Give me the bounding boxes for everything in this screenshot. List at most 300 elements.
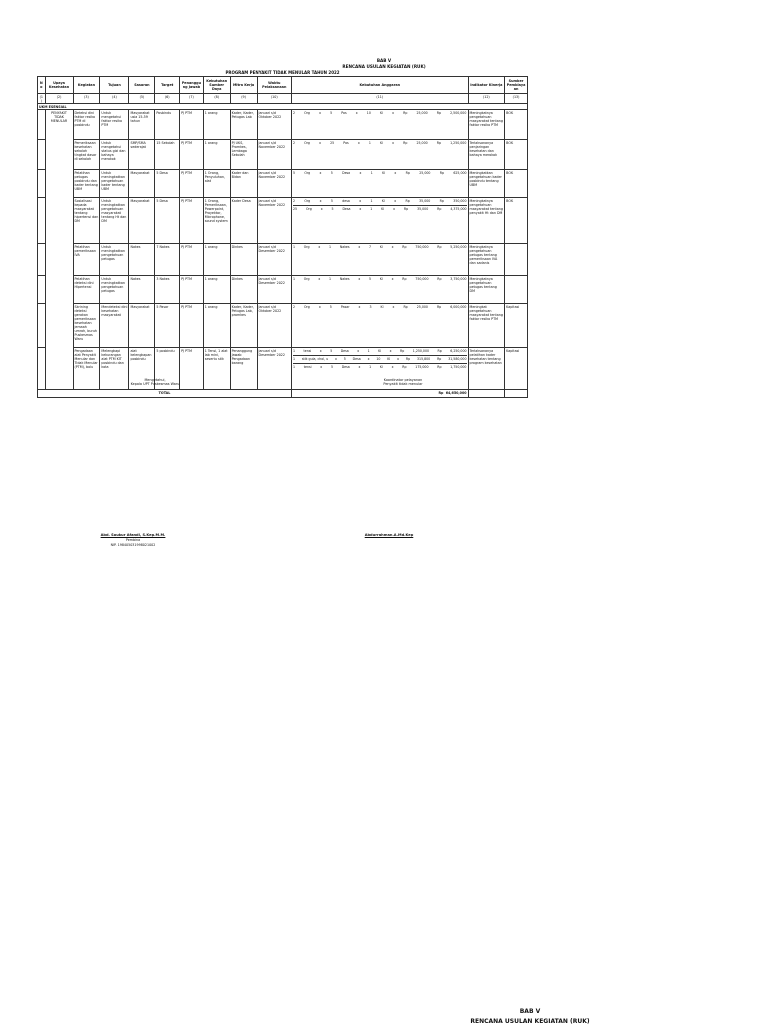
sasaran-cell: alat kelengkapan posbindu — [129, 348, 155, 390]
anggaran-token: 1 — [370, 206, 373, 211]
column-header: Tujuan — [100, 77, 129, 94]
column-header: Kebutuhan Sumber Daya — [203, 77, 230, 94]
column-header: Mitra Kerja — [230, 77, 257, 94]
column-number: (9) — [230, 94, 257, 104]
sasaran-cell: Masyarakat — [129, 198, 155, 244]
target-cell: 15 Sekolah — [155, 140, 180, 170]
anggaran-token: x — [391, 276, 394, 281]
anggaran-token: Rp — [437, 206, 442, 211]
anggaran-token: Rp — [403, 206, 409, 211]
anggaran-token: 5 — [369, 276, 372, 281]
column-number: (7) — [180, 94, 204, 104]
column-number: (6) — [155, 94, 180, 104]
anggaran-token: Kl — [379, 364, 383, 369]
anggaran-line — [293, 171, 467, 175]
anggaran-token: Rp — [437, 364, 442, 369]
anggaran-token: x — [318, 276, 321, 281]
anggaran-token: 5 — [329, 304, 332, 309]
column-number: (3) — [73, 94, 100, 104]
table-row — [38, 170, 528, 198]
anggaran-token: desa — [342, 198, 350, 203]
anggaran-token: 1 — [292, 244, 296, 249]
kegiatan-cell: Skrining deteksi gerakan pemeriksaan kesehatan jemaah umroh, buruh Puskesmas Waru — [73, 304, 100, 348]
anggaran-token: Org — [304, 304, 310, 309]
anggaran-token: x — [357, 140, 360, 145]
indikator-cell: Meningkatnya pengetahuan masyarakat tentang faktor resiko PTM — [468, 110, 505, 140]
total-row — [38, 390, 528, 398]
indikator-cell: Meningkat pengetahuan masyarakat tentang faktor resiko PTM — [468, 304, 505, 348]
target-cell: 5 posbindu — [155, 348, 180, 390]
anggaran-token: Rp — [436, 304, 442, 309]
row-number-cell — [38, 198, 46, 244]
anggaran-cell — [291, 110, 468, 140]
kegiatan-cell: Deteksi dini faktor resiko PTM di posbindu — [73, 110, 100, 140]
mitra-kerja-cell: Dinkes — [230, 244, 257, 276]
next-page-chapter-label: BAB V — [519, 1008, 541, 1015]
table-row — [38, 276, 528, 304]
anggaran-token: Kl — [379, 244, 383, 249]
kegiatan-cell: Pemeriksaan kesehatan sekolah tingkat dasar di sekolah — [73, 140, 100, 170]
target-cell: 3 Nakes — [155, 276, 180, 304]
column-header: Upaya Kesehatan — [45, 77, 73, 94]
column-number: (13) — [505, 94, 528, 104]
anggaran-token: Nakes — [339, 276, 350, 281]
signature-right-name: Abdurrahman.A.Md.Kep — [364, 533, 414, 537]
total-value: 64,650,000 — [445, 390, 467, 395]
anggaran-token: Rp — [405, 356, 411, 361]
anggaran-token: x — [394, 198, 397, 203]
anggaran-token: Desa — [340, 348, 349, 353]
anggaran-token: 3,750,000 — [450, 276, 467, 281]
sumber-daya-cell: 1 Orang, Penyuluhan, alat — [203, 170, 230, 198]
ruk-table — [37, 70, 528, 398]
anggaran-token: x — [318, 304, 321, 309]
anggaran-token: 25,000 — [419, 170, 431, 175]
sumber-pembiayaan-cell: Kapitasi — [505, 304, 528, 348]
anggaran-cell — [291, 170, 468, 198]
anggaran-token: 5 — [343, 356, 346, 361]
anggaran-token: 7 — [369, 244, 372, 249]
penanggung-jawab-cell: PJ PTM — [180, 198, 204, 244]
anggaran-token: Desa — [352, 356, 361, 361]
anggaran-token: 315,800 — [417, 356, 431, 361]
anggaran-token: 25 — [330, 140, 335, 145]
anggaran-token: x — [394, 170, 397, 175]
indikator-cell: Meningkatnya pengetahuan petugas tentang pemeriksaan IVA dan sadanis — [468, 244, 505, 276]
sasaran-cell: Masyarakat — [129, 170, 155, 198]
sumber-daya-cell: 1 Tensi, 1 alat lab mini, sesertu stik — [203, 348, 230, 390]
anggaran-token: 175,000 — [415, 364, 429, 369]
anggaran-token: 25,000 — [416, 140, 428, 145]
anggaran-token: 1 — [369, 364, 372, 369]
anggaran-token: 1 — [370, 170, 373, 175]
anggaran-token: 350,000 — [453, 198, 467, 203]
anggaran-token: 1 — [292, 364, 296, 369]
sasaran-cell: Nakes — [129, 276, 155, 304]
anggaran-token: Rp — [402, 244, 407, 249]
anggaran-token: x — [358, 304, 361, 309]
anggaran-token: 750,000 — [415, 276, 429, 281]
signature-right-line1: Koordinator pelayanan — [383, 378, 423, 382]
anggaran-token: Org — [305, 206, 312, 211]
anggaran-token: stik gula, chol, u — [301, 356, 329, 361]
tujuan-cell: Untuk meningkatkan pengetahuan kader tentang UBM — [100, 170, 129, 198]
waktu-cell: Januari s/d Desember 2022 — [257, 348, 291, 390]
anggaran-token: x — [320, 206, 323, 211]
anggaran-token: 1,250,000 — [450, 140, 467, 145]
anggaran-token: 1 — [370, 198, 373, 203]
anggaran-token: 4,375,000 — [450, 206, 467, 211]
target-cell: 5 Pasar — [155, 304, 180, 348]
waktu-cell: Januari s/d November 2022 — [257, 170, 291, 198]
tujuan-cell: Melengkapi kekurangan alat PTM KIT posbindu dan kota — [100, 348, 129, 390]
anggaran-line — [293, 199, 467, 203]
anggaran-cell — [291, 140, 468, 170]
penanggung-jawab-cell: PJ PTM — [180, 244, 204, 276]
anggaran-token: 1 — [292, 356, 296, 361]
penanggung-jawab-cell: PJ PTM — [180, 348, 204, 390]
anggaran-token: x — [389, 348, 392, 353]
waktu-cell: Januari s/d Oktober 2022 — [257, 110, 291, 140]
anggaran-token: 1 — [292, 276, 296, 281]
sumber-pembiayaan-cell — [505, 276, 528, 304]
anggaran-token: x — [392, 140, 394, 145]
column-number: (8) — [203, 94, 230, 104]
signature-left-line2: Kepala UPT Puskesmas Waru — [130, 382, 180, 387]
anggaran-token: x — [392, 110, 394, 115]
row-number-cell — [38, 348, 46, 390]
anggaran-token: Kl — [379, 110, 383, 115]
anggaran-token: 1,250,000 — [412, 348, 430, 353]
anggaran-token: x — [318, 244, 321, 249]
indikator-cell: Meningkatkan pengetahuan kader posbindu tentang UBM — [468, 170, 505, 198]
anggaran-token: Rp — [437, 276, 442, 281]
anggaran-token: x — [393, 206, 395, 211]
anggaran-token: 5 — [330, 364, 333, 369]
anggaran-token: 5 — [292, 170, 296, 175]
signature-right-line2: Penyakit tidak menular — [383, 382, 423, 387]
anggaran-token: Kl — [379, 140, 383, 145]
sasaran-cell: SMP/SMA sederajat — [129, 140, 155, 170]
anggaran-cell — [291, 276, 468, 304]
anggaran-token: Desa — [342, 206, 351, 211]
anggaran-line — [293, 305, 467, 309]
penanggung-jawab-cell: PJ PTM — [180, 170, 204, 198]
penanggung-jawab-cell: PJ PTM — [180, 110, 204, 140]
waktu-cell: Januari s/d November 2022 — [257, 140, 291, 170]
anggaran-token: Rp — [405, 170, 410, 175]
sasaran-cell: Masyarakat usia 15-59 tahun — [129, 110, 155, 140]
row-number-cell — [38, 304, 46, 348]
sumber-daya-cell: 1 Orang, Pemeriksaan, Powerpoint, Proyektor, Microphone, sound system — [203, 198, 230, 244]
anggaran-token: 6,000,000 — [450, 304, 467, 309]
penanggung-jawab-cell: PJ PTM — [180, 304, 204, 348]
anggaran-line — [293, 205, 467, 211]
column-header: Sasaran — [129, 77, 155, 94]
anggaran-token: Nakes — [339, 244, 350, 249]
anggaran-token: Rp — [437, 356, 442, 361]
sumber-pembiayaan-cell: BOK — [505, 140, 528, 170]
anggaran-token: Org — [303, 276, 310, 281]
anggaran-token: x — [358, 244, 361, 249]
anggaran-token: x — [335, 356, 337, 361]
tujuan-cell: Untuk meningkatkan pengetahuan petugas — [100, 276, 129, 304]
anggaran-token: x — [358, 364, 361, 369]
anggaran-token: Kl — [378, 348, 382, 353]
anggaran-token: 1,750,000 — [450, 364, 467, 369]
anggaran-token: 35,000 — [419, 198, 431, 203]
column-header: Penanggung Jawab — [180, 77, 204, 94]
target-cell: 7 Nakes — [155, 244, 180, 276]
anggaran-token: Desa — [342, 170, 351, 175]
anggaran-token: 25 — [292, 206, 298, 211]
anggaran-token: Kl — [382, 170, 386, 175]
column-number: (1) — [38, 94, 46, 104]
anggaran-token: Rp — [400, 348, 405, 353]
sumber-daya-cell: 1 orang — [203, 140, 230, 170]
anggaran-token: Kl — [381, 206, 385, 211]
anggaran-token: x — [319, 170, 322, 175]
anggaran-cell — [291, 244, 468, 276]
anggaran-token: Rp — [405, 198, 410, 203]
table-row — [38, 110, 528, 140]
table-subtitle: PROGRAM PENYAKIT TIDAK MENULAR TAHUN 2022 — [225, 70, 340, 75]
row-number-cell — [38, 110, 46, 140]
chapter-label: BAB V — [376, 58, 392, 63]
anggaran-token: 5,250,000 — [450, 244, 467, 249]
row-number-cell — [38, 140, 46, 170]
kegiatan-cell: Sosialisasi kepada masyarakat tentang hipertensi dan DM — [73, 198, 100, 244]
anggaran-token: 10 — [366, 110, 371, 115]
anggaran-token: Org — [304, 110, 310, 115]
anggaran-token: 1 — [367, 348, 370, 353]
column-number: (2) — [45, 94, 73, 104]
upaya-cell: PENYAKIT TIDAK MENULAR — [45, 110, 73, 390]
column-number: (4) — [100, 94, 129, 104]
anggaran-token: 5 — [331, 206, 334, 211]
anggaran-line — [293, 349, 467, 353]
signature-left-line1: Mengetahui, — [144, 378, 166, 382]
sasaran-cell: Masyarakat — [129, 304, 155, 348]
mitra-kerja-cell: Kader dan Bidan — [230, 170, 257, 198]
row-number-cell — [38, 276, 46, 304]
column-number: (5) — [129, 94, 155, 104]
anggaran-token: x — [397, 356, 400, 361]
anggaran-token: Desa — [341, 364, 350, 369]
waktu-cell: Januari s/d November 2022 — [257, 198, 291, 244]
anggaran-token: x — [359, 170, 362, 175]
anggaran-token: Rp — [437, 244, 442, 249]
anggaran-token: 625,000 — [453, 170, 467, 175]
mitra-kerja-cell: Dinkes — [230, 276, 257, 304]
anggaran-token: tensi — [303, 348, 312, 353]
anggaran-token: x — [319, 348, 322, 353]
sumber-pembiayaan-cell: BOK — [505, 110, 528, 140]
mitra-kerja-cell: Kader Desa — [230, 198, 257, 244]
anggaran-token: x — [359, 198, 362, 203]
kegiatan-cell: Pelatihan deteksi dini Hipertensi — [73, 276, 100, 304]
anggaran-token: Rp — [403, 140, 408, 145]
column-header: No — [38, 77, 46, 94]
anggaran-token: Kl — [381, 198, 385, 203]
anggaran-token: x — [392, 304, 395, 309]
anggaran-token: x — [355, 110, 358, 115]
document-title: RENCANA USULAN KEGIATAN (RUK) — [342, 64, 426, 69]
waktu-cell: Januari s/d Desember 2022 — [257, 276, 291, 304]
anggaran-line — [293, 245, 467, 249]
anggaran-token: Org — [304, 170, 311, 175]
mitra-kerja-cell: Kader, Kader, Petugas Lab, promkes — [230, 304, 257, 348]
anggaran-token: Pos — [341, 110, 347, 115]
anggaran-cell — [291, 304, 468, 348]
total-label: TOTAL — [38, 390, 292, 398]
anggaran-token: x — [391, 244, 394, 249]
sasaran-cell: Nakes — [129, 244, 155, 276]
anggaran-token: x — [359, 206, 362, 211]
indikator-cell: Terlaksananya pelatihan kader kesehatan tentang program kesehatan — [468, 348, 505, 390]
anggaran-token: 2 — [292, 140, 296, 145]
column-number: (10) — [257, 94, 291, 104]
indikator-cell: Meningkatnya pengetahuan petugas tentang DM — [468, 276, 505, 304]
anggaran-token: 6,250,000 — [450, 348, 467, 353]
column-header: Kebutuhan Anggaran — [291, 77, 468, 94]
signature-right-block — [348, 378, 458, 387]
anggaran-token: x — [319, 140, 321, 145]
anggaran-token: 5 — [330, 110, 333, 115]
table-row — [38, 198, 528, 244]
sumber-pembiayaan-cell: BOK — [505, 170, 528, 198]
table-row — [38, 140, 528, 170]
sumber-daya-cell: 1 orang — [203, 244, 230, 276]
anggaran-token: 3 — [369, 304, 372, 309]
tujuan-cell: Untuk meningkatkan pengetahuan petugas — [100, 244, 129, 276]
anggaran-token: 1 — [292, 348, 296, 353]
tujuan-cell: Untuk mengetahui status gizi dan bahaya merokok — [100, 140, 129, 170]
target-cell: 5 Desa — [155, 198, 180, 244]
signature-left-block — [100, 378, 210, 387]
column-header: Target — [155, 77, 180, 94]
anggaran-token: 1 — [329, 244, 332, 249]
target-cell: Posbindu — [155, 110, 180, 140]
anggaran-token: 35,000 — [417, 206, 429, 211]
anggaran-token: x — [367, 356, 370, 361]
column-number-row — [38, 94, 528, 104]
column-header: Indikator Kinerja — [468, 77, 505, 94]
mitra-kerja-cell: Penanggung Jawab Pengadaan barang — [230, 348, 257, 390]
column-number: (12) — [468, 94, 505, 104]
anggaran-line — [293, 111, 467, 115]
anggaran-token: Kl — [380, 304, 384, 309]
tujuan-cell: Untuk meningkatkan pengetahuan masyarakat tentang Ht dan DM — [100, 198, 129, 244]
anggaran-token: Rp — [436, 110, 442, 115]
section-label: UKM ESENSIAL — [38, 104, 528, 110]
anggaran-token: x — [358, 276, 361, 281]
anggaran-token: Org — [304, 140, 310, 145]
anggaran-line — [293, 141, 467, 145]
sumber-daya-cell: 1 orang — [203, 110, 230, 140]
anggaran-token: 5 — [330, 198, 333, 203]
anggaran-token: x — [319, 110, 321, 115]
anggaran-token: 25,000 — [416, 304, 428, 309]
column-header: Waktu Pelaksanaan — [257, 77, 291, 94]
column-header: Kegiatan — [73, 77, 100, 94]
waktu-cell: Januari s/d Oktober 2022 — [257, 304, 291, 348]
anggaran-token: 2 — [292, 304, 296, 309]
indikator-cell: Terlaksananya penjaringan kesehatan dan bahaya merokok — [468, 140, 505, 170]
sumber-pembiayaan-cell: Kapitasi — [505, 348, 528, 390]
anggaran-token: Kl — [387, 356, 391, 361]
anggaran-line — [293, 277, 467, 281]
anggaran-token: 2 — [292, 110, 296, 115]
tujuan-cell: Mendeteksi dini kesehatan masyarakat — [100, 304, 129, 348]
anggaran-token: 10 — [376, 356, 381, 361]
column-number: (11) — [291, 94, 468, 104]
anggaran-token: 5 — [330, 170, 333, 175]
anggaran-token: 750,000 — [415, 244, 429, 249]
anggaran-token: x — [357, 348, 360, 353]
table-row — [38, 304, 528, 348]
anggaran-token: Rp — [403, 110, 408, 115]
anggaran-token: x — [320, 364, 323, 369]
mitra-kerja-cell: Kader, Kader, Petugas Lab — [230, 110, 257, 140]
total-amount-cell — [291, 390, 468, 398]
anggaran-token: Pasar — [340, 304, 350, 309]
anggaran-cell — [291, 198, 468, 244]
sumber-daya-cell: 1 orang — [203, 304, 230, 348]
anggaran-token: Rp — [403, 304, 408, 309]
anggaran-token: 2 — [292, 198, 296, 203]
indikator-cell: Meningkatnya pengetahuan masyarakat tentang penyakit Ht dan DM — [468, 198, 505, 244]
penanggung-jawab-cell: PJ PTM — [180, 276, 204, 304]
tujuan-cell: Untuk mengetahui faktor resiko PTM — [100, 110, 129, 140]
anggaran-line — [293, 363, 467, 369]
kegiatan-cell: Pelatihan petugas posbindu dan kader tentang UBM — [73, 170, 100, 198]
table-row — [38, 244, 528, 276]
target-cell: 5 Desa — [155, 170, 180, 198]
sumber-pembiayaan-cell: BOK — [505, 198, 528, 244]
anggaran-token: 5 — [330, 348, 333, 353]
anggaran-token: Rp — [402, 364, 407, 369]
anggaran-token: 1 — [329, 276, 332, 281]
anggaran-token: tensi — [303, 364, 312, 369]
kegiatan-cell: Pengadaan alat Penyakit Menular dan Tidak Menular (PTM), bolu — [73, 348, 100, 390]
signature-left-nip: NIP. 198405031998021002 — [110, 543, 156, 547]
anggaran-token: Rp — [402, 276, 407, 281]
anggaran-token: Org — [303, 244, 310, 249]
anggaran-token: Rp — [439, 170, 444, 175]
anggaran-token: 31,580,000 — [448, 356, 467, 361]
sumber-daya-cell: 1 orang — [203, 276, 230, 304]
anggaran-token: Kl — [379, 276, 383, 281]
anggaran-token: Rp — [439, 198, 444, 203]
anggaran-token: x — [319, 198, 322, 203]
kegiatan-cell: Pelatihan pemeriksaan IVA — [73, 244, 100, 276]
anggaran-token: Org — [304, 198, 311, 203]
mitra-kerja-cell: PJ UKS, Promkes, Lembaga Sekolah — [230, 140, 257, 170]
penanggung-jawab-cell: PJ PTM — [180, 140, 204, 170]
anggaran-token: 1 — [368, 140, 371, 145]
anggaran-token: 25,000 — [416, 110, 428, 115]
anggaran-line — [293, 355, 467, 361]
anggaran-token: 2,500,000 — [450, 110, 467, 115]
signature-left-name: Abd. Soukur Afandi, S.Kep.M.M. — [100, 533, 166, 537]
row-number-cell — [38, 244, 46, 276]
anggaran-token: Rp — [437, 348, 442, 353]
anggaran-token: Rp — [436, 140, 442, 145]
total-currency: Rp — [438, 390, 444, 395]
sumber-pembiayaan-cell — [505, 244, 528, 276]
signature-left-position: Pembina — [125, 538, 141, 542]
